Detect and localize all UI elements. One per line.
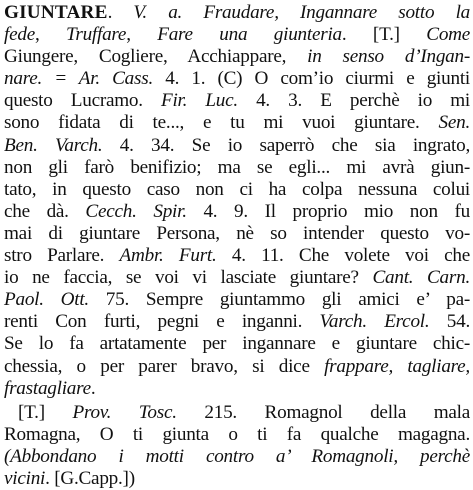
italic-text-segment: frappare, tagliare, (324, 355, 470, 377)
italic-text-segment: Cecch. Spir. (85, 200, 187, 222)
text-line (4, 135, 470, 157)
italic-text-segment: Fare una giunteria (157, 24, 342, 46)
italic-text-segment: (Abbondano i motti contro a’ Romagnoli, perchè (4, 445, 470, 467)
text-segment: Giungere, Cogliere, Acchiappare, (4, 46, 308, 68)
text-line (4, 223, 470, 245)
italic-text-segment: nare. = Ar. Cass. (4, 68, 154, 90)
definition-paragraph (4, 2, 470, 400)
italic-text-segment: Ben. Varch. (4, 134, 103, 156)
text-line (4, 424, 470, 446)
text-line (4, 289, 470, 311)
text-segment: , (34, 24, 66, 46)
text-segment: renti Con furti, pegni e inganni. (4, 311, 320, 333)
text-segment: . (90, 377, 96, 399)
text-segment: mai di giuntare Persona, nè so intender questo vo- (4, 222, 470, 244)
dictionary-page (4, 2, 471, 489)
text-line (4, 24, 470, 46)
italic-text-segment: Ambr. Furt. (119, 245, 217, 267)
italic-text-segment: Prov. Tosc. (72, 401, 177, 423)
text-segment: 75. Sempre giuntammo gli amici e’ pa- (88, 289, 470, 311)
text-segment: . [T.] (341, 24, 427, 46)
text-line (4, 68, 470, 90)
text-line (4, 112, 470, 134)
text-segment: Se lo fa artatamente per ingannare e giuntare chic- (4, 333, 470, 355)
text-line (4, 46, 470, 68)
text-segment: 54. (429, 311, 470, 333)
italic-text-segment: Come (426, 24, 471, 46)
italic-text-segment: Cant. Carn. (372, 267, 470, 289)
text-line (4, 356, 470, 378)
italic-text-segment: in senso d’Ingan- (307, 46, 471, 68)
italic-text-segment: Paol. Ott. (4, 289, 89, 311)
dictionary-entry-giuntare (4, 2, 470, 490)
text-line (4, 157, 470, 179)
italic-text-segment: vicini (4, 467, 46, 489)
text-line (4, 267, 470, 289)
text-line (4, 333, 470, 355)
italic-text-segment: Truffare (66, 24, 127, 46)
text-segment: non gli farò benifizio; ma se egli... mi avrà giun- (4, 156, 470, 178)
headword: GIUNTARE (4, 2, 108, 23)
text-segment: Romagna, O ti giunta o ti fa qualche magagna. (4, 423, 470, 445)
text-segment: 4. 34. Se io saperrò che sia ingrato, (102, 134, 470, 156)
text-segment: 4. 1. (C) O com’io ciurmi e giunti (153, 68, 470, 90)
text-segment: tato, in questo caso non ci ha colpa nessuna colui (4, 178, 470, 200)
text-segment: sono fidata di te..., e tu mi vuoi giuntare. (4, 112, 439, 134)
text-segment: 4. 11. Che volete voi che (216, 245, 470, 267)
text-line (4, 2, 470, 24)
italic-text-segment: fede (4, 24, 35, 46)
text-line (4, 378, 470, 400)
text-line (4, 311, 470, 333)
text-line (4, 245, 470, 267)
italic-text-segment: Sen. (438, 112, 470, 134)
text-segment: [T.] (18, 401, 73, 423)
text-segment: 4. 3. E perchè io mi (237, 90, 470, 112)
italic-text-segment: Fir. Luc. (160, 90, 238, 112)
text-segment: . [G.Capp.]) (45, 467, 135, 489)
italic-text-segment: frastagliare (4, 377, 91, 399)
text-segment: 215. Romagnol della mala (176, 401, 470, 423)
text-segment: . (107, 2, 134, 23)
text-line (4, 179, 470, 201)
text-segment: chessia, o per parer bravo, si dice (4, 355, 325, 377)
text-line (4, 402, 470, 424)
italic-text-segment: V. a. Fraudare, Ingannare sotto la (133, 2, 470, 23)
text-segment: , (126, 24, 158, 46)
text-segment: questo Lucramo. (4, 90, 161, 112)
proverb-paragraph (4, 402, 470, 490)
text-segment: stro Parlare. (4, 245, 120, 267)
text-line (4, 90, 470, 112)
italic-text-segment: Varch. Ercol. (319, 311, 430, 333)
text-line (4, 446, 470, 468)
text-line (4, 468, 470, 490)
text-line (4, 201, 470, 223)
text-segment: che dà. (4, 200, 86, 222)
text-segment: io ne faccia, se voi vi lasciate giuntare? (4, 267, 373, 289)
text-segment: 4. 9. Il proprio mio non fu (186, 200, 470, 222)
